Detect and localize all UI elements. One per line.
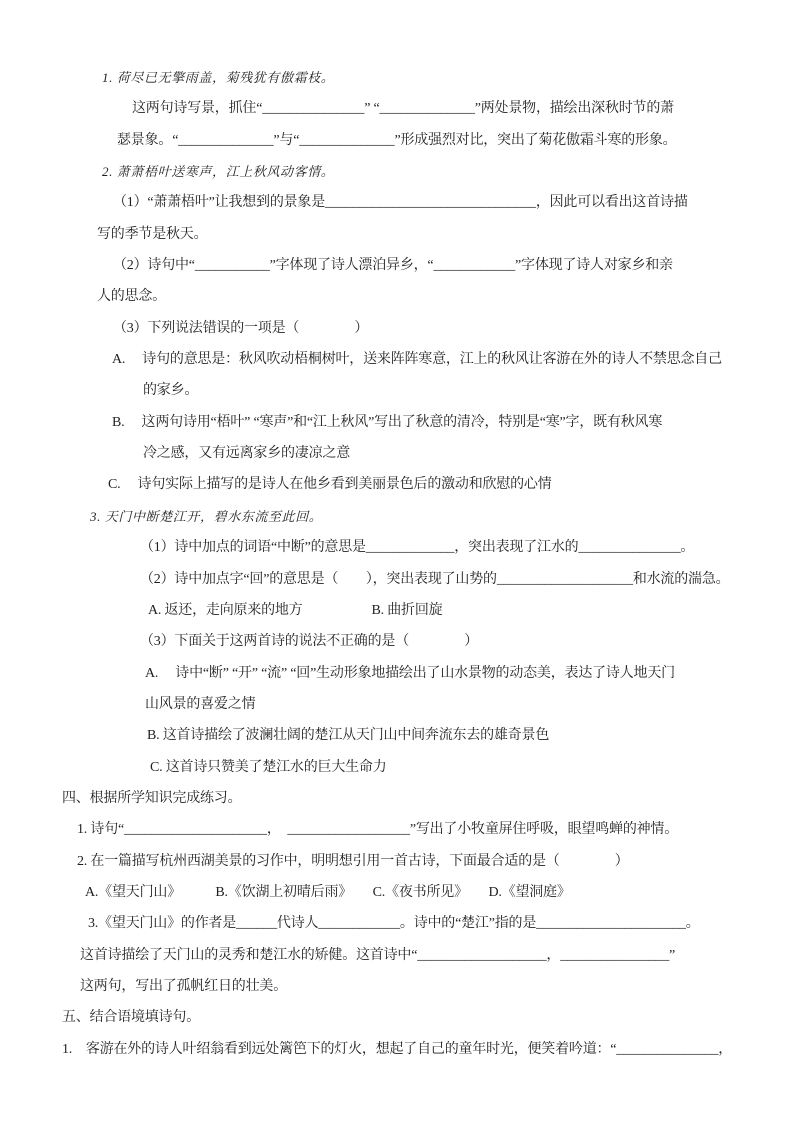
q2-sub3-option-b-line-1: B. 这两句诗用“梧叶” “寒声”和“江上秋风”写出了秋意的清冷，特别是“寒”字，既有秋风寒 xyxy=(112,414,663,430)
q4-3-line-1: 3.《望天门山》的作者是______代诗人____________。诗中的“楚江”指的是______________________。 xyxy=(88,916,700,932)
q3-sub3-option-b: B. 这首诗描绘了波澜壮阔的楚江从天门山中间奔流东去的雄奇景色 xyxy=(147,728,550,744)
q5-1: 1. 客游在外的诗人叶绍翁看到远处篱笆下的灯火，想起了自己的童年时光，便笑着吟道：“_______________， xyxy=(62,1041,733,1057)
q2-sub3-option-c: C. 诗句实际上描写的是诗人在他乡看到美丽景色后的激动和欣慰的心情 xyxy=(108,477,552,493)
q4-1: 1. 诗句“_____________________， __________________”写出了小牧童屏住呼吸，眼望鸣蝉的神情。 xyxy=(77,822,679,838)
q4-3-line-3: 这两句，写出了孤帆红日的壮美。 xyxy=(80,978,287,994)
section-5-header: 五、结合语境填诗句。 xyxy=(62,1010,200,1026)
q1-analysis-line-1: 这两句诗写景，抓住“_______________” “______________”两处景物，描绘出深秋时节的萧 xyxy=(132,101,674,117)
poem-sentence-3: 3. 天门中断楚江开，碧水东流至此回。 xyxy=(90,508,323,524)
q2-sub3-prompt: （3）下列说法错误的一项是（ ） xyxy=(113,320,369,336)
q3-sub3-prompt: （3）下面关于这两首诗的说法不正确的是（ ） xyxy=(140,634,478,650)
poem-sentence-1: 1. 荷尽已无擎雨盖，菊残犹有傲霜枝。 xyxy=(102,70,335,85)
q2-sub3-option-b-line-2: 冷之感，又有远离家乡的凄凉之意 xyxy=(143,446,350,462)
q3-sub2: （2）诗中加点字“回”的意思是（ ），突出表现了山势的____________________和水流的湍急。 xyxy=(140,571,730,587)
q4-3-line-2: 这首诗描绘了天门山的灵秀和楚江水的矫健。这首诗中“___________________，________________” xyxy=(80,947,676,963)
poem-sentence-2: 2. 萧萧梧叶送寒声，江上秋风动客情。 xyxy=(102,164,335,180)
q3-sub3-option-c: C. 这首诗只赞美了楚江水的巨大生命力 xyxy=(150,759,387,775)
q3-sub1: （1）诗中加点的词语“中断”的意思是_____________，突出表现了江水的_______________。 xyxy=(140,540,695,556)
q2-sub3-option-a-line-1: A. 诗句的意思是：秋风吹动梧桐树叶，送来阵阵寒意，江上的秋风让客游在外的诗人不禁思念自己 xyxy=(112,352,722,368)
q4-2-options: A.《望天门山》 B.《饮湖上初晴后雨》 C.《夜书所见》 D.《望洞庭》 xyxy=(85,884,571,900)
q2-sub3-option-a-line-2: 的家乡。 xyxy=(143,383,199,399)
q3-sub3-option-a-line-1: A. 诗中“断” “开” “流” “回”生动形象地描绘出了山水景物的动态美，表达了诗人地天门 xyxy=(145,665,675,681)
q2-sub2-line-1: （2）诗句中“___________”字体现了诗人漂泊异乡，“____________”字体现了诗人对家乡和亲 xyxy=(113,258,673,274)
section-4-header: 四、根据所学知识完成练习。 xyxy=(62,790,242,806)
q1-analysis-line-2: 瑟景象。“______________”与“______________”形成强烈对比，突出了菊花傲霜斗寒的形象。 xyxy=(117,132,677,148)
q2-sub2-line-2: 人的思念。 xyxy=(97,289,166,305)
q4-2-prompt: 2. 在一篇描写杭州西湖美景的习作中，明明想引用一首古诗，下面最合适的是（ ） xyxy=(77,853,629,869)
q2-sub1-line-2: 写的季节是秋天。 xyxy=(97,226,208,242)
q3-sub3-option-a-line-2: 山风景的喜爱之情 xyxy=(145,696,256,712)
q2-sub1-line-1: （1）“萧萧梧叶”让我想到的景象是_______________________________，因此可以看出这首诗描 xyxy=(113,195,688,211)
q3-sub2-options-ab: A. 返还，走向原来的地方 B. 曲折回旋 xyxy=(148,602,443,618)
